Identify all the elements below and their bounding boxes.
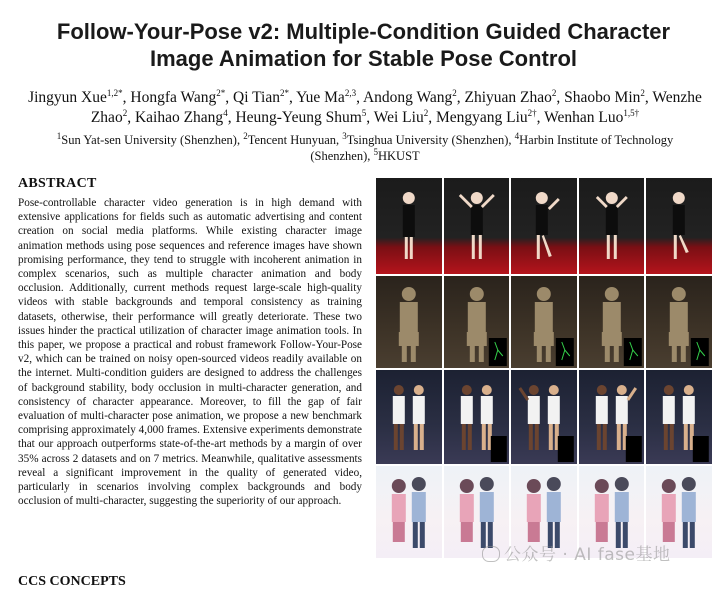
affiliation-name: Harbin Institute of Technology (Shenzhen) — [310, 133, 674, 163]
figure-row-basketball — [376, 370, 712, 464]
generated-frame — [579, 276, 645, 368]
author — [28, 89, 123, 106]
generated-frame — [646, 370, 712, 464]
author-name: Mengyang Liu — [435, 109, 528, 126]
author — [233, 89, 289, 106]
author-affiliation-marker: 2* — [279, 87, 289, 98]
affiliation-marker: 4 — [514, 130, 520, 141]
affiliation-name: Tencent Hunyuan — [247, 133, 337, 147]
anime-couple-icon — [392, 477, 426, 548]
author-affiliation-marker: 2 — [122, 107, 128, 118]
author — [130, 89, 225, 106]
author-affiliation-marker: 5 — [361, 107, 367, 118]
affiliation — [243, 130, 337, 147]
author-affiliation-marker: 4 — [223, 107, 228, 118]
author-affiliation-marker: 2† — [527, 107, 537, 118]
author — [564, 89, 645, 106]
author — [363, 89, 457, 106]
abstract-text: Pose-controllable character video generation is in high demand with extensive applications for fields such as automatic advertising and content creation on social media platforms. While existing character image animation methods using pose sequences and reference images have shown promising performance, they tend to struggle with incoherent animation in complex scenarios, such as multiple character animation and body occlusion. Additionally, current methods request large-scale high-quality videos with stable backgrounds and temporal consistency as training datasets, otherwise, their performance will greatly deteriorate. These two issues hinder the practical utilization of character image animation tools. In this paper, we propose a practical and robust framework Follow-Your-Pose v2, which can be trained on noisy open-sourced videos readily available on the internet. Multi-condition guiders are designed to address the challenges of background stability, body occlusion in multi-character generation, and consistency of character appearance. Moreover, to fill the gap of fair evaluation of multi-character pose animation, we propose a new benchmark comprising approximately 4,000 frames. Extensive experiments demonstrate that our approach outperforms state-of-the-art methods by a margin of over 35% across 2 datasets and on 7 metrics. Meanwhile, qualitative assessments reveal a significant improvement in the quality of generated video, particularly in scenarios involving complex backgrounds and body occlusion of multi-character, suggesting the superiority of our approach. — [18, 197, 362, 508]
affiliation-marker: 1 — [56, 130, 62, 141]
author — [465, 89, 557, 106]
title-line-2: Image Animation for Stable Pose Control — [149, 46, 577, 71]
figure-row-terracotta — [376, 276, 712, 368]
generated-frame — [579, 370, 645, 464]
author-list: Jingyun Xue$^{1,2*}$, Hongfa Wang$^{2*}$, Qi Tian$^{2*}$, Yue Ma$^{2,3}$, Andong Wang$^2$, Zhiyuan Zhao$^2$, Shaobo Min$^2$, Wenzhe Zhao$^2$, Kaihao Zhang$^4$, Heung-Yeung Shum$^5$, Wei Liu$^2$, Mengyang Liu$^{2\dagger}$, Wenhan Luo$^{1,5\dagger}$ — [28, 87, 702, 126]
paper-title — [0, 18, 727, 72]
author-name: Shaobo Min — [564, 89, 641, 106]
affiliation-list: $^1$Sun Yat-sen University (Shenzhen), $^2$Tencent Hunyuan, $^3$Tsinghua University (Shenzhen), $^4$Harbin Institute of Technology (Shenzhen), $^5$HKUST — [56, 130, 674, 163]
affiliation — [373, 146, 420, 163]
author-affiliation-marker: 2 — [551, 87, 557, 98]
author-affiliation-marker: 2 — [640, 87, 645, 98]
title-line-1: Follow-Your-Pose v2: Multiple-Condition Guided Character — [56, 19, 671, 44]
generated-frame — [646, 276, 712, 368]
watermark — [482, 540, 670, 565]
ccs-concepts-heading: CCS CONCEPTS — [18, 574, 126, 589]
generated-frame — [646, 178, 712, 274]
author — [374, 109, 428, 126]
author-affiliation-marker: 2 — [452, 87, 457, 98]
affiliation-marker: 5 — [373, 146, 378, 157]
author-affiliation-marker: 2 — [423, 107, 429, 118]
generated-frame — [579, 178, 645, 274]
warrior-figure-icon — [399, 287, 419, 362]
affiliation — [56, 130, 237, 147]
reference-image — [376, 276, 442, 368]
author — [436, 109, 537, 126]
author-name: Zhiyuan Zhao — [464, 89, 552, 106]
woman-figure-icon — [403, 192, 415, 259]
author-name: Yue Ma — [296, 89, 345, 106]
two-players-icon — [393, 385, 425, 450]
generated-frame — [444, 370, 510, 464]
author-name: Andong Wang — [362, 89, 453, 106]
author — [135, 109, 228, 126]
teaser-figure — [376, 178, 712, 558]
author — [296, 89, 356, 106]
author-name: Wenzhe Zhao — [90, 89, 702, 126]
author-affiliation-marker: 1,5† — [623, 107, 640, 118]
author-name: Wei Liu — [373, 109, 424, 126]
abstract-heading: ABSTRACT — [18, 176, 97, 191]
generated-frame — [444, 178, 510, 274]
author-name: Jingyun Xue — [28, 89, 107, 106]
author-name: Wenhan Luo — [544, 109, 624, 126]
author — [235, 109, 366, 126]
generated-frame — [444, 276, 510, 368]
generated-frame — [511, 178, 577, 274]
author-affiliation-marker: 2,3 — [344, 87, 357, 98]
affiliation-name: Sun Yat-sen University (Shenzhen) — [61, 133, 237, 147]
watermark-text: 公众号 · AI fase基地 — [504, 545, 671, 565]
author — [544, 109, 639, 126]
affiliation-marker: 3 — [342, 130, 347, 141]
author-affiliation-marker: 2* — [216, 87, 226, 98]
wechat-icon — [482, 546, 500, 562]
author-name: Qi Tian — [233, 89, 280, 106]
affiliation-marker: 2 — [243, 130, 248, 141]
generated-frame — [511, 276, 577, 368]
affiliation-name: Tsinghua University (Shenzhen) — [346, 133, 509, 147]
author-name: Heung-Yeung Shum — [235, 109, 362, 126]
reference-image — [376, 178, 442, 274]
author-name: Kaihao Zhang — [134, 109, 224, 126]
author-affiliation-marker: 1,2* — [106, 87, 123, 98]
generated-frame — [511, 370, 577, 464]
affiliation — [342, 130, 509, 147]
reference-image — [376, 370, 442, 464]
figure-row-red-carpet — [376, 178, 712, 274]
author-name: Hongfa Wang — [130, 89, 217, 106]
affiliation-name: HKUST — [378, 149, 420, 163]
reference-image — [376, 466, 442, 558]
